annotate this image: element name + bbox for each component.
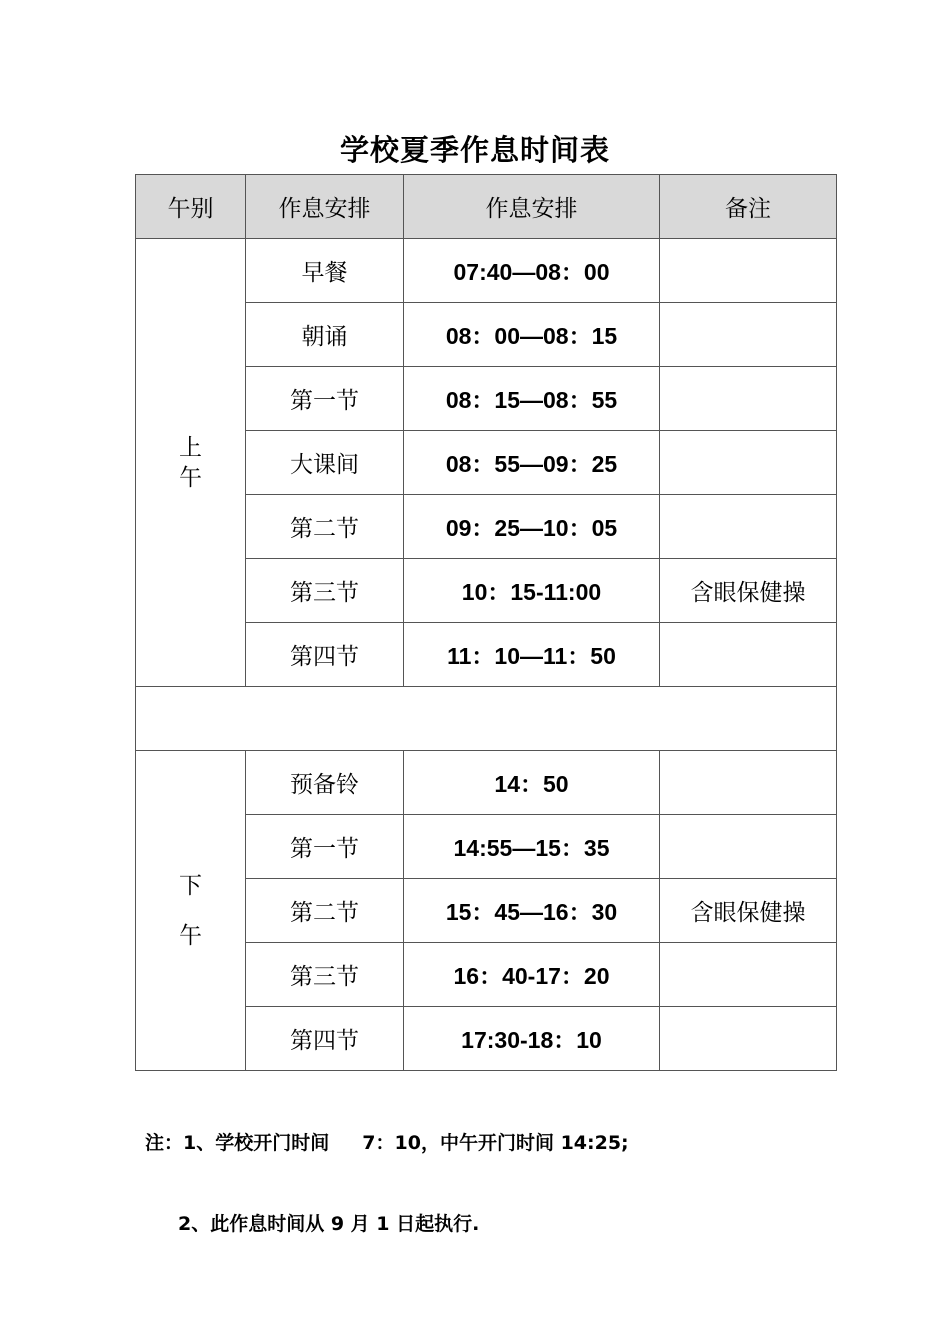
time-cell: 09：25—10：05 xyxy=(404,495,660,559)
note-cell xyxy=(660,303,837,367)
time-cell: 16：40-17：20 xyxy=(404,943,660,1007)
footnote-2: 2、此作息时间从 9 月 1 日起执行. xyxy=(178,1213,480,1235)
activity-cell: 第四节 xyxy=(246,623,404,687)
header-activity: 作息安排 xyxy=(246,175,404,239)
period-afternoon-line1: 下 xyxy=(179,872,202,899)
note-cell xyxy=(660,815,837,879)
activity-cell: 第一节 xyxy=(246,815,404,879)
note-cell xyxy=(660,431,837,495)
footnotes xyxy=(145,1076,629,1265)
header-note: 备注 xyxy=(660,175,837,239)
time-cell: 15：45—16：30 xyxy=(404,879,660,943)
activity-cell: 预备铃 xyxy=(246,751,404,815)
time-cell: 08：15—08：55 xyxy=(404,367,660,431)
period-morning xyxy=(136,239,246,687)
period-morning-line1: 上 xyxy=(179,434,202,461)
activity-cell: 早餐 xyxy=(246,239,404,303)
page-title: 学校夏季作息时间表 xyxy=(339,133,610,167)
note-cell xyxy=(660,943,837,1007)
time-cell: 17:30-18：10 xyxy=(404,1007,660,1071)
activity-cell: 第二节 xyxy=(246,495,404,559)
time-cell: 07:40—08：00 xyxy=(404,239,660,303)
footnote-1: 注：1、学校开门时间 7：10，中午开门时间 14:25; xyxy=(145,1132,629,1154)
schedule-table xyxy=(135,174,837,1071)
period-morning-line2: 午 xyxy=(179,464,202,491)
activity-cell: 第一节 xyxy=(246,367,404,431)
noon-break-row xyxy=(136,687,837,751)
table-row xyxy=(136,239,837,303)
note-cell xyxy=(660,367,837,431)
note-cell: 含眼保健操 xyxy=(660,559,837,623)
time-cell: 14:55—15：35 xyxy=(404,815,660,879)
header-time: 作息安排 xyxy=(404,175,660,239)
note-cell xyxy=(660,495,837,559)
activity-cell: 朝诵 xyxy=(246,303,404,367)
activity-cell: 第二节 xyxy=(246,879,404,943)
note-cell xyxy=(660,239,837,303)
time-cell: 08：55—09：25 xyxy=(404,431,660,495)
noon-break-cell xyxy=(136,687,837,751)
time-cell: 08：00—08：15 xyxy=(404,303,660,367)
period-afternoon-line2: 午 xyxy=(179,922,202,949)
table-row xyxy=(136,751,837,815)
note-cell: 含眼保健操 xyxy=(660,879,837,943)
time-cell: 10：15-11:00 xyxy=(404,559,660,623)
header-period: 午别 xyxy=(136,175,246,239)
period-afternoon xyxy=(136,751,246,1071)
time-cell: 11：10—11：50 xyxy=(404,623,660,687)
activity-cell: 第三节 xyxy=(246,559,404,623)
activity-cell: 第三节 xyxy=(246,943,404,1007)
activity-cell: 大课间 xyxy=(246,431,404,495)
table-header-row xyxy=(136,175,837,239)
note-cell xyxy=(660,751,837,815)
note-cell xyxy=(660,1007,837,1071)
activity-cell: 第四节 xyxy=(246,1007,404,1071)
time-cell: 14：50 xyxy=(404,751,660,815)
note-cell xyxy=(660,623,837,687)
